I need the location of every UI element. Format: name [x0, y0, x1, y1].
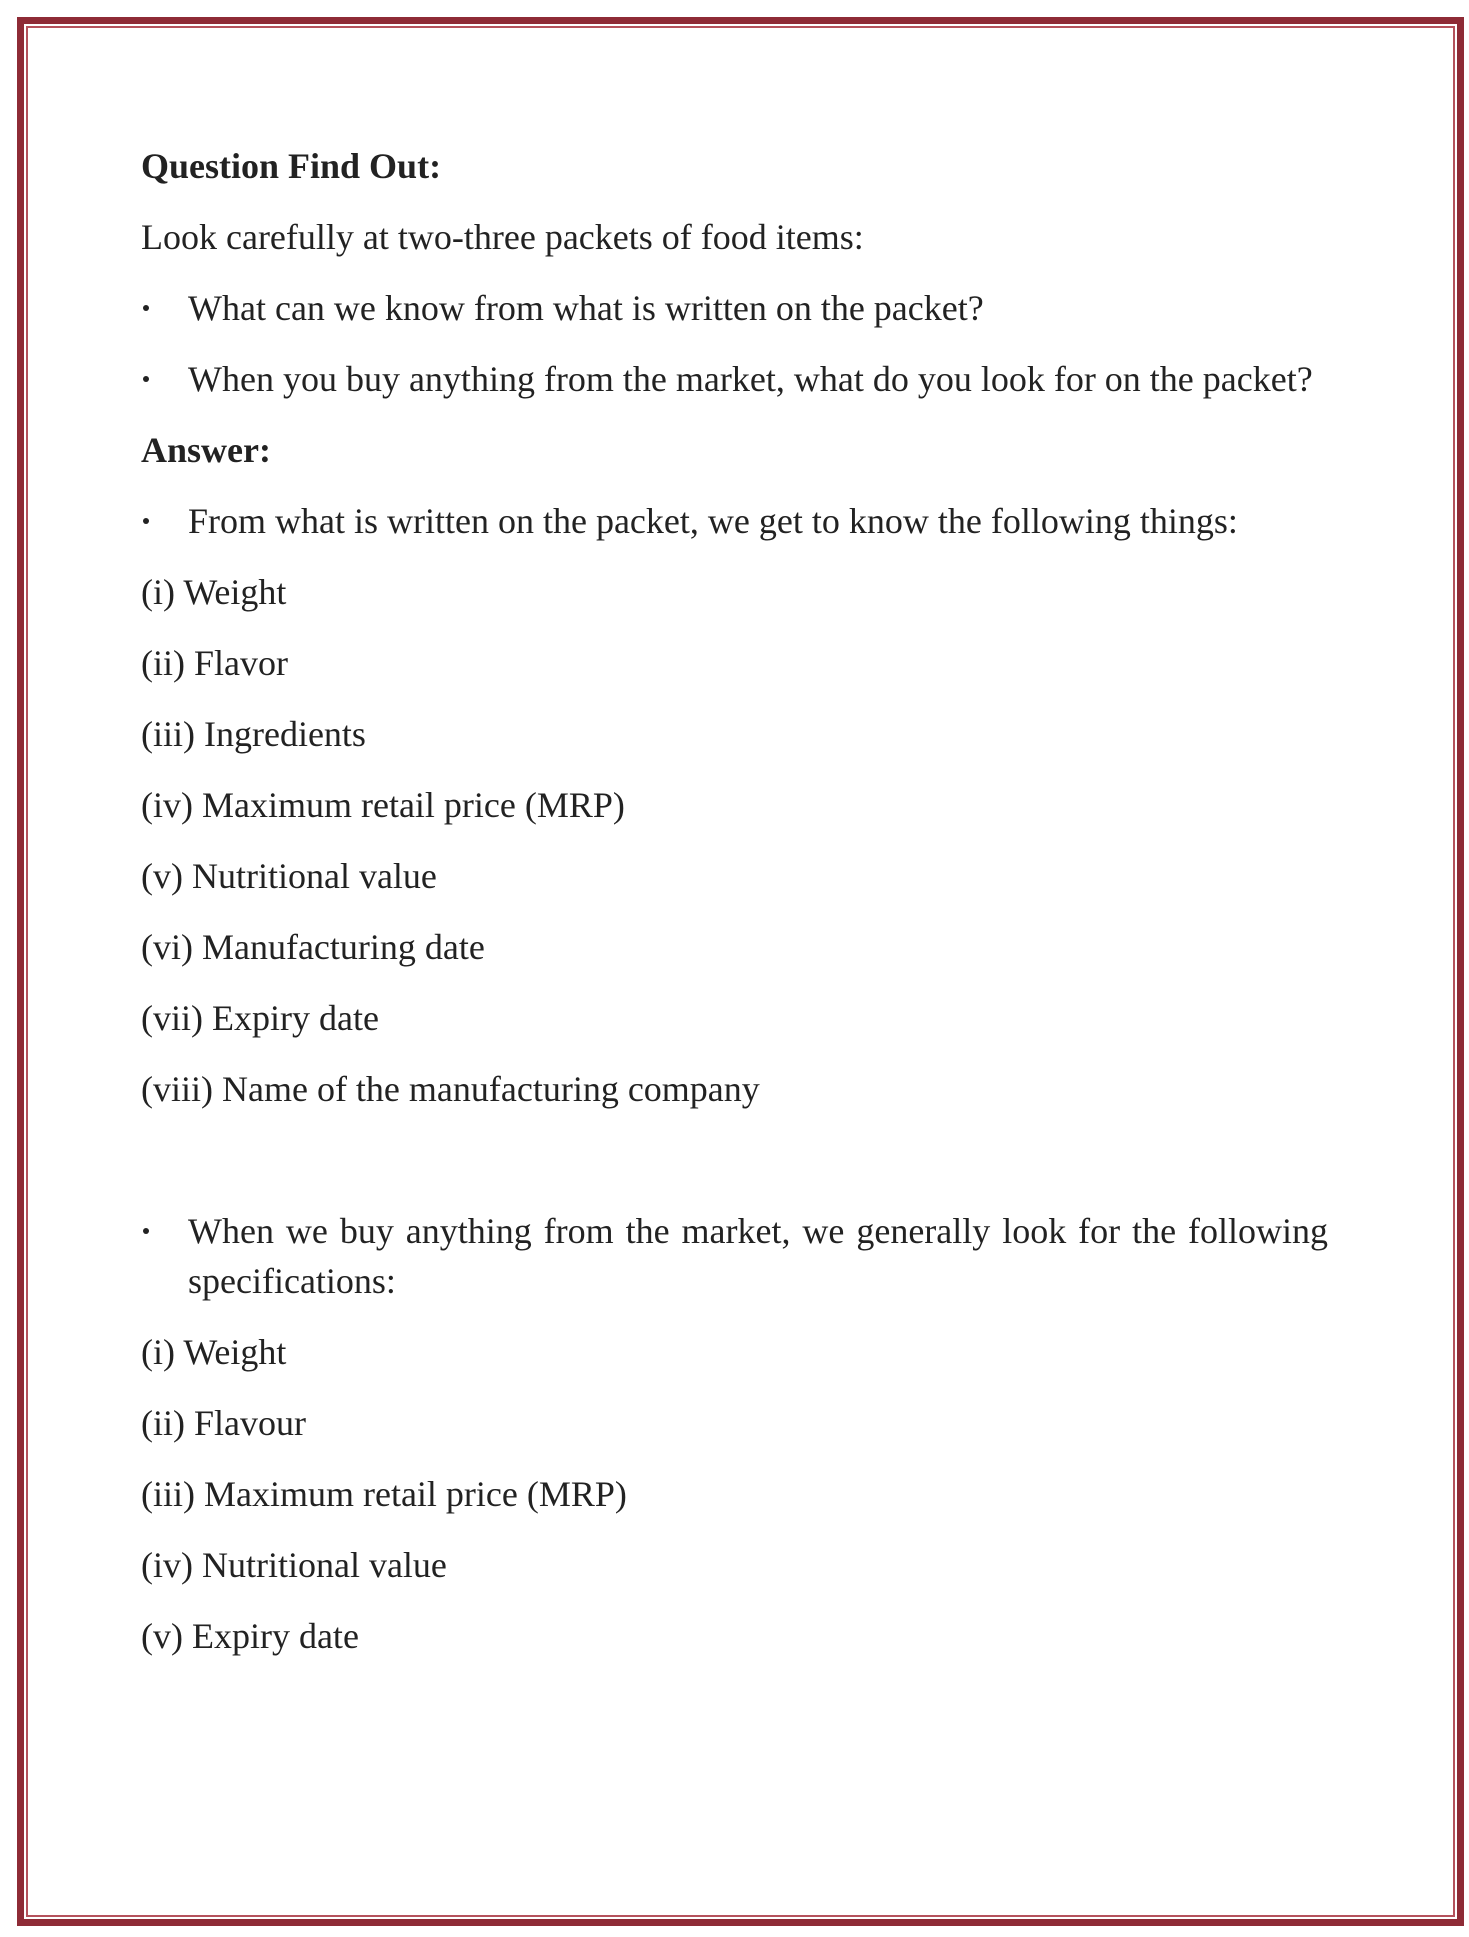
answer-bullet-text: When we buy anything from the market, we generally look for the following specifications: [188, 1211, 1328, 1301]
question-bullet [141, 354, 1328, 404]
bullet-icon [143, 1228, 149, 1234]
list-item: (iii) Maximum retail price (MRP) [141, 1474, 627, 1514]
list-item: (iv) Maximum retail price (MRP) [141, 785, 625, 825]
bullet-icon [143, 305, 149, 311]
list-item: (i) Weight [141, 1332, 287, 1372]
list-item: (ii) Flavour [141, 1403, 306, 1443]
answer-bullet [141, 1206, 1328, 1306]
question-bullet-text: When you buy anything from the market, what do you look for on the packet? [188, 359, 1313, 399]
question-bullet [141, 283, 1328, 333]
list-item: (iii) Ingredients [141, 714, 366, 754]
list-item: (vi) Manufacturing date [141, 927, 485, 967]
bullet-icon [143, 376, 149, 382]
answer-bullet-text: From what is written on the packet, we get to know the following things: [188, 501, 1238, 541]
list-item: (vii) Expiry date [141, 998, 379, 1038]
document-body [141, 141, 1328, 1682]
blank-line [141, 1135, 1328, 1185]
list-item: (v) Expiry date [141, 1616, 359, 1656]
list-item: (v) Nutritional value [141, 856, 437, 896]
bullet-icon [143, 518, 149, 524]
question-intro: Look carefully at two-three packets of food items: [141, 217, 864, 257]
answer-bullet [141, 496, 1328, 546]
list-item: (iv) Nutritional value [141, 1545, 447, 1585]
list-item: (i) Weight [141, 572, 287, 612]
answer-heading: Answer: [141, 430, 271, 470]
question-heading: Question Find Out: [141, 146, 442, 186]
list-item: (viii) Name of the manufacturing company [141, 1069, 760, 1109]
question-bullet-text: What can we know from what is written on the packet? [188, 288, 984, 328]
list-item: (ii) Flavor [141, 643, 288, 683]
